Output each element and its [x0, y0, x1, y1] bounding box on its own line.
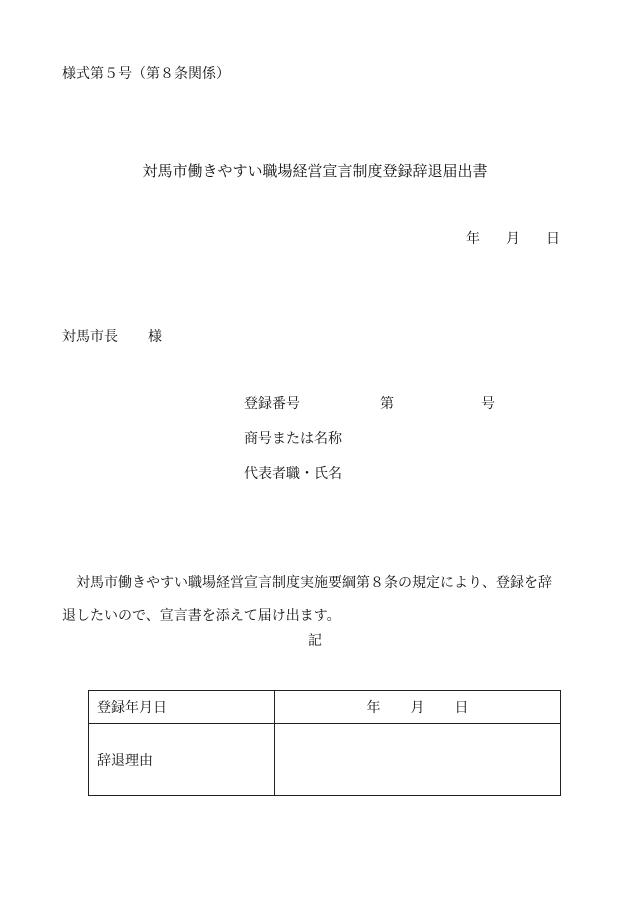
registration-number-label: 登録番号: [244, 396, 300, 412]
addressee-name: 対馬市長: [62, 329, 118, 345]
details-table: [88, 690, 561, 796]
registration-number-suffix: 号: [481, 396, 495, 412]
representative-label: 代表者職・氏名: [244, 466, 342, 482]
date-year: 年: [466, 231, 480, 247]
table-row: [89, 691, 561, 724]
registration-number-prefix: 第: [380, 396, 394, 412]
date-day: 日: [546, 231, 560, 247]
registration-date-value: [275, 691, 561, 724]
date-month: 月: [506, 231, 520, 247]
registration-date-label: 登録年月日: [89, 691, 275, 724]
addressee: [62, 330, 162, 344]
table-day: 日: [454, 700, 469, 716]
withdrawal-reason-value: [275, 724, 561, 796]
form-number: 様式第５号（第８条関係）: [62, 66, 230, 82]
table-year: 年: [366, 700, 381, 716]
ki-heading: 記: [308, 633, 322, 649]
document-title: 対馬市働きやすい職場経営宣言制度登録辞退届出書: [142, 162, 488, 180]
body-paragraph: 対馬市働きやすい職場経営宣言制度実施要綱第８条の規定により、登録を辞退したいので、宣言書を添えて届け出ます。: [62, 575, 552, 624]
company-name-label: 商号または名称: [244, 431, 342, 447]
withdrawal-reason-label: 辞退理由: [89, 724, 275, 796]
table-row: [89, 724, 561, 796]
submission-date: [466, 232, 560, 246]
addressee-honorific: 様: [148, 329, 162, 345]
table-month: 月: [410, 700, 425, 716]
